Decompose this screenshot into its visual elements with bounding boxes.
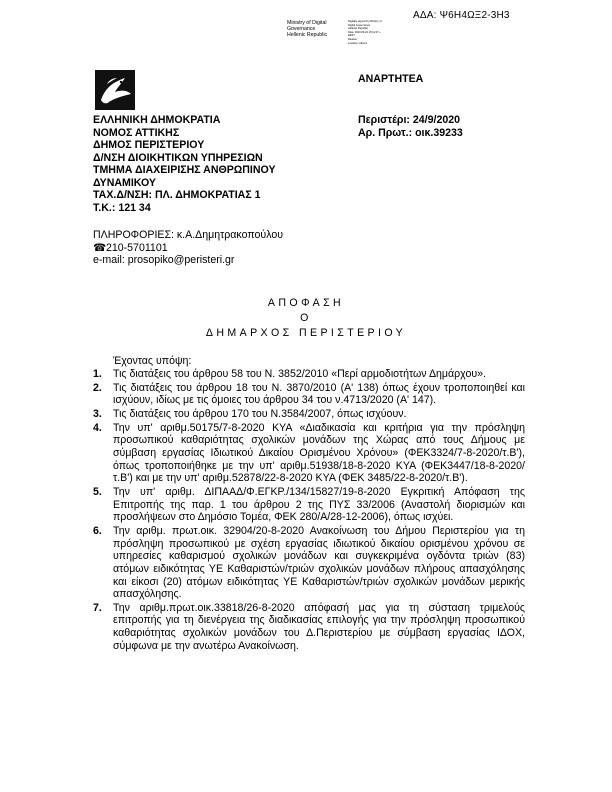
list-item	[93, 422, 525, 485]
list-item	[93, 525, 525, 601]
signature-org-block	[287, 20, 327, 38]
item-number: 2.	[93, 381, 102, 394]
considerations-list	[93, 368, 525, 652]
contact-person: ΠΛΗΡΟΦΟΡΙΕΣ: κ.Α.Δημητρακοπούλου	[93, 229, 284, 241]
header-line: Τ.Κ.: 121 34	[93, 201, 151, 214]
list-item	[93, 382, 525, 407]
posting-notice: ΑΝΑΡΤΗΤΕΑ	[358, 73, 424, 85]
decision-title: ΑΠΟΦΑΣΗ	[267, 297, 345, 309]
item-number: 3.	[93, 407, 102, 420]
digital-signature-details	[348, 20, 403, 45]
list-item	[93, 408, 525, 421]
considerations-intro: Έχοντας υπόψη:	[113, 355, 192, 367]
item-number: 4.	[93, 421, 102, 434]
header-line: ΕΛΛΗΝΙΚΗ ΔΗΜΟΚΡΑΤΙΑ	[93, 114, 221, 126]
header-line: Δ/ΝΣΗ ΔΙΟΙΚΗΤΙΚΩΝ ΥΠΗΡΕΣΙΩΝ	[93, 151, 263, 164]
email-address: e-mail: prosopiko@peristeri.gr	[93, 254, 235, 267]
signature-detail-line: Hellenic Republic	[348, 27, 369, 31]
item-text: Τις διατάξεις του άρθρου 58 του Ν. 3852/2010 «Περί αρμοδιοτήτων Δημάρχου».	[113, 368, 486, 380]
signature-detail-line: Digital Governance	[348, 23, 371, 27]
signature-org-line: Governance	[287, 26, 316, 32]
issuer-header	[93, 114, 276, 214]
signature-org-line: Ministry of Digital	[287, 20, 327, 26]
signature-detail-line: Location: Athens	[348, 41, 368, 45]
item-text: Την υπ' αριθμ.50175/7-8-2020 ΚΥΑ «Διαδικασία και κριτήρια για την πρόσληψη προσωπικού καθαριότητας σχολικών μονάδων της Χώρας από τους Δήμους με σύμβαση εργασίας Ιδιωτικού Δικαίου Ορισμένου Χρόνου» (ΦΕΚ3324/7-8-2020/τ.Β'), όπως τροποποιήθηκε με την υπ' αριθμ.51938/18-8-2020 ΚΥΑ (ΦΕΚ3447/18-8-2020/τ.Β') και με την υπ' αριθμ.52878/22-8-2020 ΚΥΑ (ΦΕΚ 3485/22-8-2020/τ.Β').	[113, 421, 525, 485]
header-line: ΝΟΜΟΣ ΑΤΤΙΚΗΣ	[93, 126, 180, 139]
item-text: Την αριθμ.πρωτ.οικ.33818/26-8-2020 απόφασή μας για τη σύσταση τριμελούς επιτροπής για τη διενέργεια της διαδικασίας επιλογής για την πρόσληψη προσωπικού καθαριότητας σχολικών μονάδων του Δ.Περιστερίου με σύμβαση εργασίας ΙΔΟΧ, σύμφωνα με την ανωτέρω Ανακοίνωση.	[113, 601, 525, 652]
contact-info	[93, 229, 283, 267]
item-number: 7.	[93, 601, 102, 614]
item-number: 5.	[93, 485, 102, 498]
document-date: Περιστέρι: 24/9/2020	[358, 114, 461, 126]
protocol-number: Αρ. Πρωτ.: οικ.39233	[358, 126, 463, 139]
item-text: Τις διατάξεις του άρθρου 170 του Ν.3584/2007, όπως ισχύουν.	[113, 407, 407, 420]
item-text: Τις διατάξεις του άρθρου 18 του Ν. 3870/2010 (Α' 138) όπως έχουν τροποποιηθεί και ισχύουν, ιδίως με τις όμοιες του άρθρου 34 του ν.4713/2020 (Α' 147).	[113, 381, 525, 407]
phone-line	[93, 242, 283, 255]
ada-code: ΑΔΑ: Ψ6Η4ΩΞ2-3Η3	[413, 10, 510, 21]
item-text: Την αριθμ. πρωτ.οικ. 32904/20-8-2020 Ανακοίνωση του Δήμου Περιστερίου για τη πρόσληψη προσωπικού με σχέση εργασίας ιδιωτικού δικαίου ορισμένου χρόνου σε υπηρεσίες καθαρισμού σχολικών μονάδων και συγκεκριμένα ογδόντα τριών (83) ατόμων ειδικότητας ΥΕ Καθαριστών/τριών σχολικών μονάδων πλήρους απασχόλησης και είκοσι (20) ατόμων ειδικότητας ΥΕ Καθαριστών/τριών σχολικών μονάδων μερικής απασχόλησης.	[113, 524, 525, 601]
list-item	[93, 602, 525, 653]
signature-detail-line: Reason:	[348, 37, 358, 41]
item-text: Την υπ' αριθμ. ΔΙΠΑΑΔ/Φ.ΕΓΚΡ./134/15827/19-8-2020 Εγκριτική Απόφαση της Επιτροπής της παρ. 1 του άρθρου 2 της ΠΥΣ 33/2006 (Αναστολή διορισμών και προσλήψεων στο Δημόσιο Τομέα, ΦΕΚ 280/Α/28-12-2006), όπως ισχύει.	[113, 485, 525, 524]
greek-emblem-icon	[95, 70, 135, 110]
decision-article: Ο	[300, 312, 312, 324]
signature-detail-line: EEST	[348, 34, 355, 38]
list-item	[93, 486, 525, 524]
phone-icon: ☎	[93, 241, 107, 254]
header-line: ΤΜΗΜΑ ΔΙΑΧΕΙΡΙΣΗΣ ΑΝΘΡΩΠΙΝΟΥ	[93, 164, 276, 176]
header-line: ΤΑΧ.Δ/ΝΣΗ: ΠΛ. ΔΗΜΟΚΡΑΤΙΑΣ 1	[93, 189, 261, 201]
signature-org-line: Hellenic Republic	[287, 32, 328, 38]
signature-detail-line: Digitally signed by Ministry of	[348, 20, 382, 23]
signature-detail-line: Date: 2020.09.24 15:11:27 +	[348, 30, 381, 34]
phone-number: 210-5701101	[105, 241, 168, 254]
item-number: 6.	[93, 524, 102, 537]
header-line: ΔΗΜΟΣ ΠΕΡΙΣΤΕΡΙΟΥ	[93, 139, 205, 151]
document-meta	[358, 114, 463, 139]
header-line: ΔΥΝΑΜΙΚΟΥ	[93, 176, 156, 189]
item-number: 1.	[93, 368, 102, 380]
list-item	[93, 368, 525, 381]
mayor-title: ΔΗΜΑΡΧΟΣ ΠΕΡΙΣΤΕΡΙΟΥ	[205, 327, 407, 339]
